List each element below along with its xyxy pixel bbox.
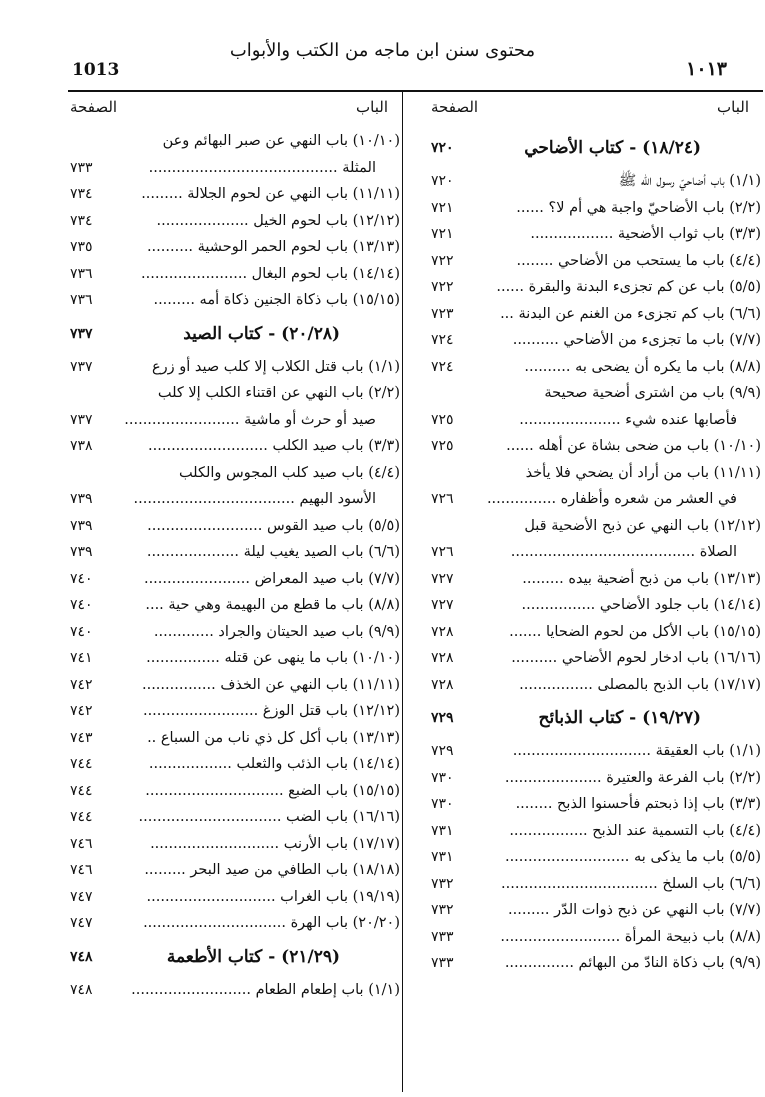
page-number: ٧٣٧	[70, 411, 93, 428]
toc-entry	[431, 301, 761, 328]
toc-entry	[70, 751, 400, 778]
page-number: ٧٤٢	[70, 703, 93, 719]
entry-title: (١٩/١٩) باب الغراب ............................	[146, 888, 400, 905]
entry-title: في العشر من شعره وأظفاره ...............	[486, 491, 737, 507]
toc-entry	[431, 327, 761, 354]
page-number: ٧٣٠	[431, 796, 454, 812]
page-number: ٧٢٠	[431, 173, 454, 189]
entry-title: (٨/٨) باب ما قطع من البهيمة وهي حية ....	[145, 597, 400, 613]
entry-title: (٣/٣) باب ثواب الأضحية ..................	[530, 226, 761, 242]
toc-entry	[431, 221, 761, 248]
entry-title: (١١/١١) باب من أراد أن يضحي فلا يأخذ	[525, 464, 761, 481]
entry-title: (١٥/١٥) باب ذكاة الجنين ذكاة أمه .........	[153, 292, 400, 308]
toc-entry	[431, 871, 761, 898]
toc-entry	[70, 539, 400, 566]
page-number: ٧٢٢	[431, 279, 454, 295]
toc-entry	[70, 287, 400, 314]
toc-entry	[70, 354, 400, 381]
chapter-title: (٢٠/٢٨) - كتاب الصيد	[183, 323, 340, 344]
entry-title: المثلة .........................................	[148, 159, 376, 176]
toc-entry	[431, 645, 761, 672]
toc-entry	[70, 672, 400, 699]
entry-title: (٢٠/٢٠) باب الهرة ...............................	[143, 915, 400, 931]
entry-title: (١٠/١٠) باب النهي عن صبر البهائم وعن	[162, 133, 400, 149]
page-number: ٧٣٦	[70, 292, 93, 308]
page-number: ٧٤٢	[70, 676, 93, 693]
entry-title: (١٠/١٠) باب من ضحى بشاة عن أهله ......	[506, 438, 761, 454]
page-number: ٧٣٣	[431, 955, 454, 971]
toc-entry	[70, 433, 400, 460]
entry-title: (١٠/١٠) باب ما ينهى عن قتله ................	[146, 650, 400, 666]
page-number: ٧٣٤	[70, 212, 93, 229]
page-number-arabic: ١٠١٣	[686, 58, 727, 80]
toc-entry	[431, 433, 761, 460]
page-number: ٧٣٣	[431, 928, 454, 945]
page-number: ٧٢٦	[431, 544, 454, 560]
toc-entry	[70, 380, 400, 407]
entry-title: (٧/٧) باب صيد المعراض .......................	[143, 570, 400, 587]
left-column	[70, 94, 400, 1003]
entry-title: (٧/٧) باب ما تجزىء من الأضاحي ..........	[512, 332, 761, 348]
entry-title: (٦/٦) باب كم تجزىء من الغنم عن البدنة ...	[500, 305, 761, 322]
chapter-heading	[70, 937, 400, 977]
entry-title: (٢/٢) باب النهي عن اقتناء الكلب إلا كلب	[157, 385, 400, 401]
page-number: ٧٢٣	[431, 305, 454, 322]
entry-title: (١٣/١٣) باب من ذبح أضحية بيده .........	[522, 570, 761, 587]
entry-title: (١٢/١٢) باب النهي عن ذبح الأضحية قبل	[524, 517, 761, 534]
toc-entry	[70, 910, 400, 937]
toc-entry	[70, 513, 400, 540]
column-divider	[402, 92, 403, 1092]
running-title: محتوى سنن ابن ماجه من الكتب والأبواب	[229, 40, 536, 61]
entry-title: (١٧/١٧) باب الأرنب ............................	[150, 835, 400, 852]
toc-entry	[70, 566, 400, 593]
entry-title: (٨/٨) باب ما يكره أن يضحى به ..........	[524, 358, 761, 375]
entry-title: (٢/٢) باب الأضاحيّ واجبة هي أم لا؟ ......	[516, 199, 761, 216]
page-number: ٧٤٨	[70, 981, 93, 998]
page-number: ٧٤٣	[70, 729, 93, 746]
toc-entry	[70, 884, 400, 911]
right-column	[431, 94, 761, 977]
toc-entry	[431, 791, 761, 818]
toc-entry	[431, 566, 761, 593]
page-number: ٧٣٩	[70, 517, 93, 534]
page-number: ٧٢٥	[431, 411, 454, 428]
entry-title: الصلاة ........................................	[510, 544, 737, 560]
entry-title: (٣/٣) باب صيد الكلب ..........................	[148, 438, 400, 454]
page-number: ٧٢٤	[431, 332, 454, 348]
toc-entry	[431, 486, 761, 513]
entry-title: (١/١) باب أضاحيّ رسول الله ﷺ	[618, 173, 761, 189]
toc-entry	[431, 897, 761, 924]
toc-entry	[431, 818, 761, 845]
entry-title: (٥/٥) باب ما يذكى به ...........................	[504, 849, 761, 865]
toc-entry	[70, 460, 400, 487]
page-number: ٧٤٦	[70, 862, 93, 878]
entry-title: الأسود البهيم ...................................	[133, 491, 376, 507]
toc-entry	[431, 539, 761, 566]
chapter-heading	[431, 698, 761, 738]
page-number: ٧٢٨	[431, 623, 454, 640]
entry-title: (٢/٢) باب الفرعة والعتيرة .....................	[504, 769, 761, 786]
toc-entry	[70, 831, 400, 858]
toc-entry	[70, 804, 400, 831]
page-number: ٧٢٠	[431, 140, 454, 156]
page-number: ٧٣٨	[70, 438, 93, 454]
column-heading-row	[70, 94, 400, 128]
page-column-heading: الصفحة	[431, 98, 479, 116]
page-number: ٧٤٦	[70, 835, 93, 852]
page-number: ٧٤٧	[70, 888, 93, 905]
toc-entry	[70, 857, 400, 884]
chapter-heading	[431, 128, 761, 168]
entry-title: (١/١) باب العقيقة ..............................	[512, 743, 761, 759]
chapter-heading	[70, 314, 400, 354]
toc-entry	[70, 592, 400, 619]
entry-title: فأصابها عنده شيء ......................	[519, 411, 737, 428]
page-number: ٧٢٢	[431, 252, 454, 269]
chapter-column-heading: الباب	[717, 98, 749, 116]
toc-entry	[431, 513, 761, 540]
toc-entry	[70, 725, 400, 752]
toc-entry	[431, 168, 761, 195]
chapter-title: (١٨/٢٤) - كتاب الأضاحي	[524, 138, 701, 158]
toc-entry	[431, 248, 761, 275]
page-number: ٧٣١	[431, 822, 454, 839]
entry-title: (١٨/١٨) باب الطافي من صيد البحر .........	[144, 862, 400, 878]
page-number: ٧٤٤	[70, 756, 93, 772]
toc-entry	[431, 407, 761, 434]
page-number: ٧٣٧	[70, 325, 93, 342]
page-number: ٧٣٠	[431, 769, 454, 786]
left-entry-list	[70, 128, 400, 1003]
right-entry-list	[431, 128, 761, 977]
entry-title: صيد أو حرث أو ماشية .........................	[124, 411, 376, 428]
toc-entry	[70, 645, 400, 672]
entry-title: (٩/٩) باب صيد الحيتان والجراد .............	[153, 623, 400, 640]
page-number: ٧٣٢	[431, 902, 454, 918]
entry-title: (١٣/١٣) باب أكل كل ذي ناب من السباع ..	[147, 729, 400, 746]
page-header	[0, 0, 765, 90]
toc-entry	[431, 844, 761, 871]
entry-title: (٩/٩) باب من اشترى أضحية صحيحة	[544, 385, 761, 401]
entry-title: (١٦/١٦) باب ادخار لحوم الأضاحي ..........	[511, 650, 761, 666]
entry-title: (١١/١١) باب النهي عن لحوم الجلالة .........	[141, 186, 400, 202]
entry-title: (٦/٦) باب السلخ ..................................	[501, 875, 761, 892]
page-column-heading: الصفحة	[70, 98, 118, 116]
toc-entry	[431, 274, 761, 301]
entry-title: (٤/٤) باب التسمية عند الذبح .................	[509, 822, 761, 839]
entry-title: (١٤/١٤) باب الذئب والثعلب ..................	[148, 756, 400, 772]
toc-entry	[431, 924, 761, 951]
column-heading-row	[431, 94, 761, 128]
page-number: ٧٢٤	[431, 358, 454, 375]
toc-entry	[431, 592, 761, 619]
toc-entry	[70, 208, 400, 235]
entry-title: (٤/٤) باب ما يستحب من الأضاحي ........	[516, 252, 761, 269]
toc-entry	[431, 619, 761, 646]
page-number: ٧٢٧	[431, 570, 454, 587]
toc-entry	[70, 128, 400, 155]
toc-entry	[70, 155, 400, 182]
page-number: ٧٣٧	[70, 358, 93, 375]
page-number: ٧٤٠	[70, 597, 93, 613]
toc-entry	[70, 261, 400, 288]
page-number: ٧٣٩	[70, 491, 93, 507]
toc-entry	[431, 738, 761, 765]
toc-entry	[70, 977, 400, 1004]
page-number: ٧٤٧	[70, 915, 93, 931]
page-number: ٧٤٤	[70, 782, 93, 799]
page-number: ٧٤٠	[70, 570, 93, 587]
toc-entry	[431, 195, 761, 222]
page-number: ٧٢١	[431, 199, 454, 216]
page-number: ٧٣٢	[431, 875, 454, 892]
page-number: ٧٣٣	[70, 159, 93, 176]
toc-entry	[431, 765, 761, 792]
toc-entry	[70, 407, 400, 434]
entry-title: (٧/٧) باب النهي عن ذبح ذوات الدّر .........	[508, 902, 761, 918]
toc-entry	[431, 672, 761, 699]
page-number: ٧٢٨	[431, 676, 454, 693]
entry-title: (٩/٩) باب ذكاة النادّ من البهائم ...............	[504, 955, 761, 971]
page-number: ٧٢٥	[431, 438, 454, 454]
page-number: ٧٤٠	[70, 623, 93, 640]
entry-title: (١٦/١٦) باب الضب ...............................	[138, 809, 400, 825]
entry-title: (١/١) باب قتل الكلاب إلا كلب صيد أو زرع	[151, 358, 400, 375]
page-number: ٧٣٤	[70, 186, 93, 202]
entry-title: (١٣/١٣) باب لحوم الحمر الوحشية ..........	[146, 239, 400, 255]
page-number: ٧٢٦	[431, 491, 454, 507]
chapter-title: (٢١/٢٩) - كتاب الأطعمة	[166, 946, 340, 967]
entry-title: (١٤/١٤) باب لحوم البغال .......................	[141, 265, 400, 282]
page-number: ٧٤٤	[70, 809, 93, 825]
entry-title: (٥/٥) باب عن كم تجزىء البدنة والبقرة ......	[496, 279, 761, 295]
toc-entry	[70, 698, 400, 725]
header-rule	[68, 90, 763, 92]
entry-title: (١٤/١٤) باب جلود الأضاحي ................	[521, 597, 761, 613]
page-number: ٧٣٥	[70, 239, 93, 255]
page-number: ٧٣٦	[70, 265, 93, 282]
page-number: ٧٤٨	[70, 948, 93, 965]
page-number: ٧٢٨	[431, 650, 454, 666]
toc-entry	[431, 950, 761, 977]
toc-entry	[431, 460, 761, 487]
entry-title: (١/١) باب إطعام الطعام ..........................	[131, 981, 400, 998]
entry-title: (١٥/١٥) باب الأكل من لحوم الضحايا .......	[509, 623, 761, 640]
page-number: ٧٢٧	[431, 597, 454, 613]
entry-title: (١٥/١٥) باب الضبع ..............................	[145, 782, 400, 799]
toc-entry	[70, 778, 400, 805]
entry-title: (٨/٨) باب ذبيحة المرأة ..........................	[500, 928, 761, 945]
entry-title: (٣/٣) باب إذا ذبحتم فأحسنوا الذبح ........	[515, 796, 761, 812]
entry-title: (١٧/١٧) باب الذبح بالمصلى ................	[519, 676, 761, 693]
entry-title: (٦/٦) باب الصيد يغيب ليلة ....................	[146, 544, 400, 560]
page-number: ٧٢٩	[431, 710, 454, 726]
toc-entry	[70, 181, 400, 208]
entry-title: (١١/١١) باب النهي عن الخذف ................	[141, 676, 400, 693]
page-number: ٧٣١	[431, 849, 454, 865]
toc-entry	[70, 486, 400, 513]
chapter-title: (١٩/٢٧) - كتاب الذبائح	[538, 708, 701, 728]
page-number: ٧٤١	[70, 650, 93, 666]
toc-entry	[70, 619, 400, 646]
page-number: ٧٢١	[431, 226, 454, 242]
chapter-column-heading: الباب	[356, 98, 388, 116]
page-number-latin: 1013	[72, 60, 120, 80]
entry-title: (١٢/١٢) باب قتل الوزغ .........................	[142, 703, 400, 719]
entry-title: (١٢/١٢) باب لحوم الخيل ....................	[156, 212, 400, 229]
toc-entry	[70, 234, 400, 261]
page-number: ٧٢٩	[431, 743, 454, 759]
entry-title: (٥/٥) باب صيد القوس .........................	[147, 517, 400, 534]
toc-entry	[431, 380, 761, 407]
entry-title: (٤/٤) باب صيد كلب المجوس والكلب	[178, 464, 400, 481]
page-number: ٧٣٩	[70, 544, 93, 560]
toc-entry	[431, 354, 761, 381]
